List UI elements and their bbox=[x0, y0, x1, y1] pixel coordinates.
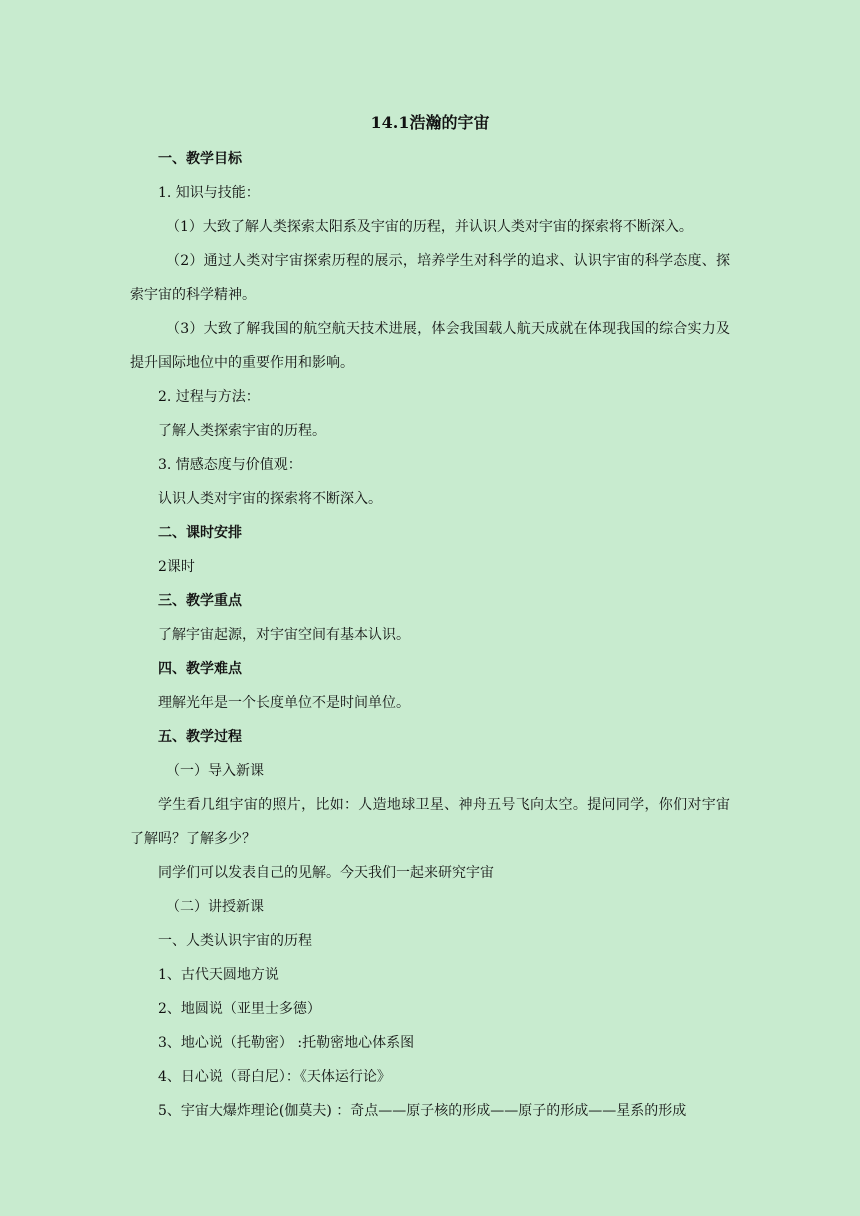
history-item-5: 5、宇宙大爆炸理论(伽莫夫) ：奇点——原子核的形成——原子的形成——星系的形成 bbox=[158, 1103, 687, 1119]
process-method-text: 了解人类探索宇宙的历程。 bbox=[158, 423, 326, 439]
subheading-process-method: 2. 过程与方法： bbox=[158, 389, 260, 405]
document-title: 14.1浩瀚的宇宙 bbox=[370, 113, 490, 132]
schedule-text: 2课时 bbox=[158, 559, 195, 575]
section-heading-process: 五、教学过程 bbox=[158, 729, 242, 745]
key-points-text: 了解宇宙起源，对宇宙空间有基本认识。 bbox=[158, 627, 410, 643]
section-heading-key-points: 三、教学重点 bbox=[158, 593, 242, 609]
subheading-knowledge-skills: 1. 知识与技能： bbox=[158, 185, 260, 201]
history-item-3: 3、地心说（托勒密） :托勒密地心体系图 bbox=[158, 1035, 415, 1051]
subheading-intro: （一）导入新课 bbox=[166, 763, 264, 779]
difficulties-text: 理解光年是一个长度单位不是时间单位。 bbox=[158, 695, 410, 711]
objective-item-3: （3）大致了解我国的航空航天技术进展，体会我国载人航天成就在体现我国的综合实力及提升国际地位中的重要作用和影响。 bbox=[130, 321, 730, 371]
history-item-2: 2、地圆说（亚里士多德） bbox=[158, 1001, 321, 1017]
history-item-1: 1、古代天圆地方说 bbox=[158, 967, 279, 983]
section-heading-schedule: 二、课时安排 bbox=[158, 525, 242, 541]
subheading-new-lesson: （二）讲授新课 bbox=[166, 899, 264, 915]
objective-item-1: （1）大致了解人类探索太阳系及宇宙的历程，并认识人类对宇宙的探索将不断深入。 bbox=[166, 219, 693, 235]
history-item-4: 4、日心说（哥白尼）：《天体运行论》 bbox=[158, 1069, 391, 1085]
attitude-values-text: 认识人类对宇宙的探索将不断深入。 bbox=[158, 491, 382, 507]
section-heading-objectives: 一、教学目标 bbox=[158, 151, 242, 167]
intro-followup: 同学们可以发表自己的见解。今天我们一起来研究宇宙 bbox=[158, 865, 494, 881]
objective-item-2: （2）通过人类对宇宙探索历程的展示，培养学生对科学的追求、认识宇宙的科学态度、探索宇宙的科学精神。 bbox=[130, 253, 730, 303]
subheading-attitude-values: 3. 情感态度与价值观： bbox=[158, 457, 302, 473]
lesson-topic-history: 一、人类认识宇宙的历程 bbox=[158, 933, 312, 949]
document-page bbox=[130, 108, 730, 1128]
intro-paragraph: 学生看几组宇宙的照片，比如：人造地球卫星、神舟五号飞向太空。提问同学，你们对宇宙了解吗？了解多少？ bbox=[130, 797, 730, 847]
section-heading-difficulties: 四、教学难点 bbox=[158, 661, 242, 677]
